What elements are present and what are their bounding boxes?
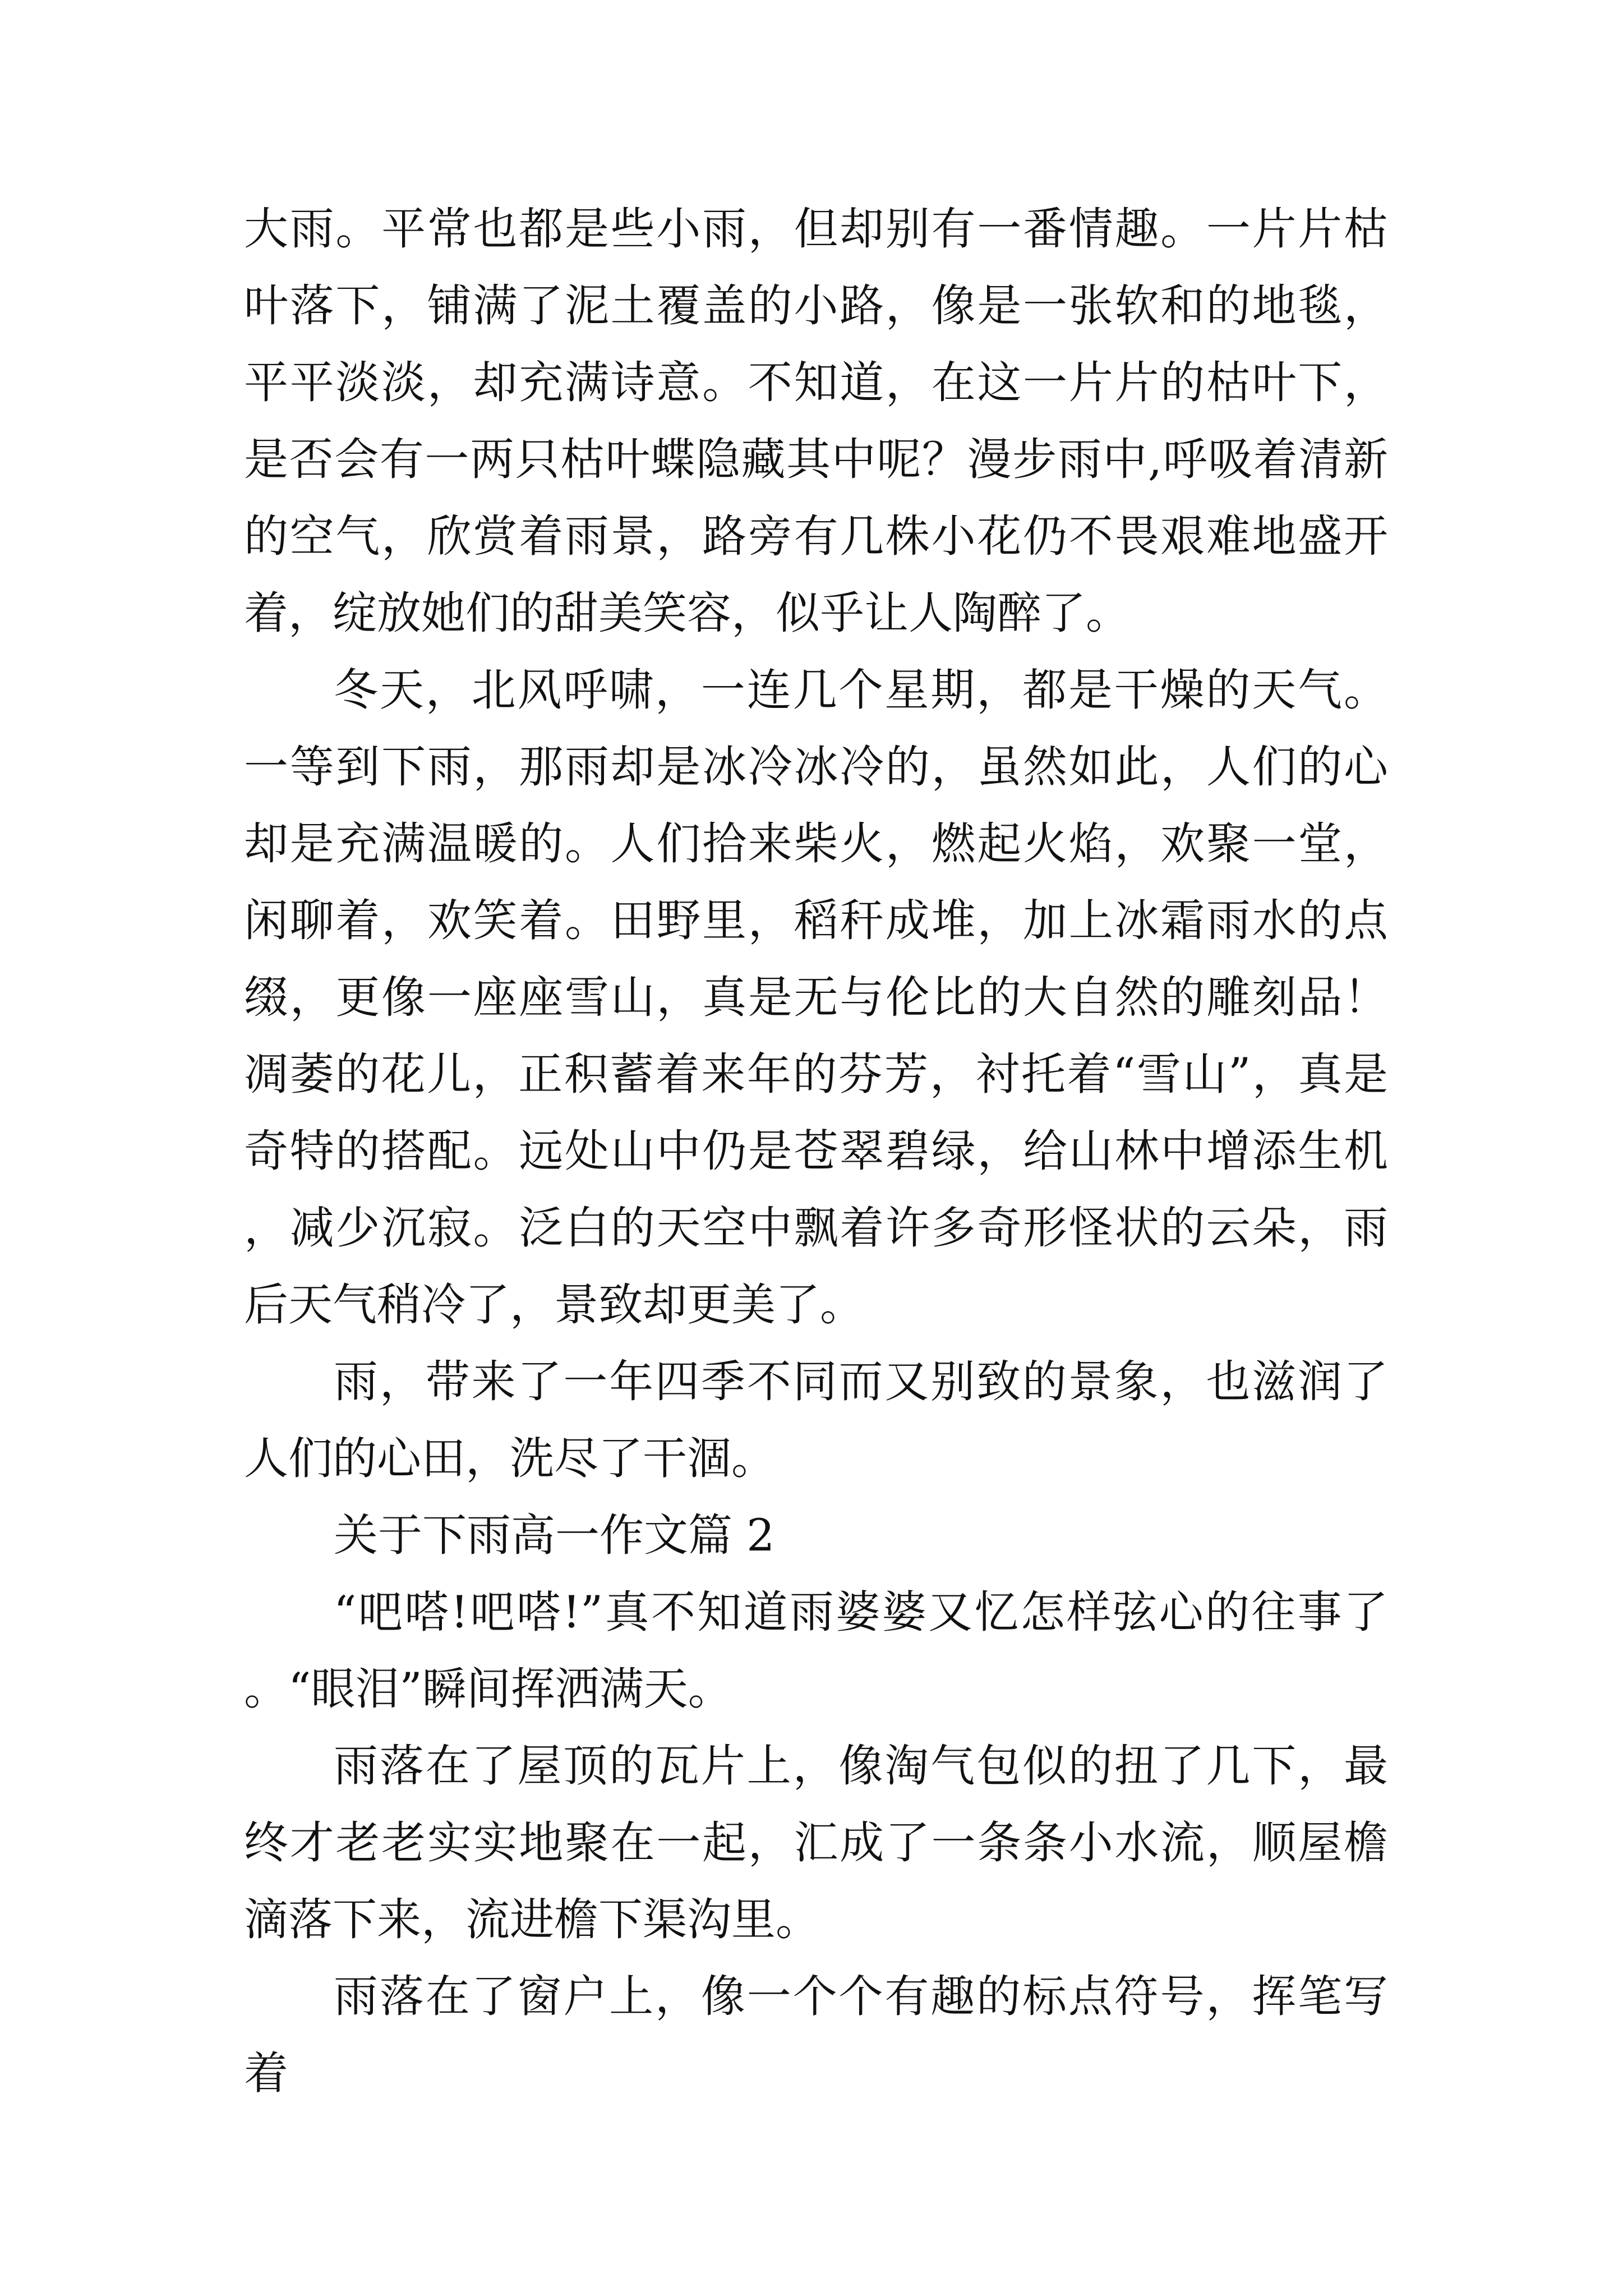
paragraph-window: 雨落在了窗户上，像一个个有趣的标点符号，挥笔写着 [244,1971,1388,2099]
paragraph-winter: 冬天，北风呼啸，一连几个星期，都是干燥的天气。一等到下雨，那雨却是冰冷冰冷的，虽然如此，人们的心却是充满温暖的。人们拾来柴火，燃起火焰，欢聚一堂，闲聊着，欢笑着。田野里，稻秆成堆，加上冰霜雨水的点缀，更像一座座雪山，真是无与伦比的大自然的雕刻品！凋萎的花儿，正积蓄着来年的芬芳，衬托着“雪山”，真是奇特的搭配。远处山中仍是苍翠碧绿，给山林中增添生机，减少沉寂。泛白的天空中飘着许多奇形怪状的云朵，雨后天气稍冷了，景致却更美了。 [244,664,1388,1331]
paragraph-rain-sound: “吧嗒!吧嗒!”真不知道雨婆婆又忆怎样弦心的往事了。“眼泪”瞬间挥洒满天。 [244,1586,1388,1715]
paragraph-roof: 雨落在了屋顶的瓦片上，像淘气包似的扭了几下，最终才老老实实地聚在一起，汇成了一条条小水流，顺屋檐滴落下来，流进檐下渠沟里。 [244,1740,1388,1945]
article-body [244,191,1388,2112]
paragraph-autumn-continued: 大雨。平常也都是些小雨，但却别有一番情趣。一片片枯叶落下，铺满了泥土覆盖的小路，像是一张软和的地毯，平平淡淡，却充满诗意。不知道，在这一片片的枯叶下，是否会有一两只枯叶蝶隐藏其中呢？漫步雨中,呼吸着清新的空气，欣赏着雨景，路旁有几株小花仍不畏艰难地盛开着，绽放她们的甜美笑容，似乎让人陶醉了。 [244,203,1388,639]
essay-title-2: 关于下雨高一作文篇 2 [334,1510,775,1561]
paragraph-conclusion: 雨，带来了一年四季不同而又别致的景象，也滋润了人们的心田，洗尽了干涸。 [244,1356,1388,1484]
